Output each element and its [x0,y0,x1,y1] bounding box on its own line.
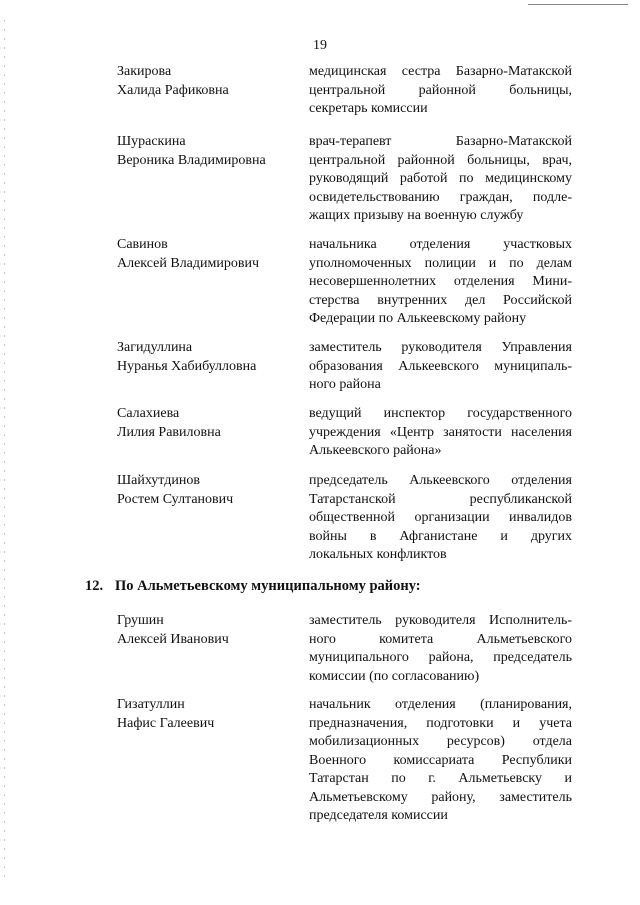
member-role-line: жащих призыву на военную службу [309,208,524,223]
member-name-line: Савинов [117,237,168,252]
member-name-line: Вероника Владимировна [117,152,266,168]
member-name-line: Алексей Иванович [117,631,229,647]
member-role-line: председателя комиссии [309,808,448,823]
member-role-line: Альметьевскому району, заместитель [309,789,572,805]
member-role-line: заместитель руководителя Исполнитель- [309,613,572,628]
member-role-line: стерства внутренних дел Российской [309,292,572,308]
member-role-line: Алькеевского района» [309,443,442,458]
member-role-line: Татарстанской республиканской [309,491,572,507]
top-rule [528,4,628,5]
member-role-line: локальных конфликтов [309,547,447,562]
member-name [117,472,297,509]
member-name [117,133,297,170]
member-name-line: Алексей Владимирович [117,255,260,271]
member-role [309,472,572,565]
member-role [309,405,572,461]
margin-dots [4,20,5,880]
member-role-line: Татарстан по г. Альметьевску и [309,771,572,786]
member-role-line: центральной районной больницы, [309,82,572,98]
member-name-line: Грушин [117,613,164,628]
member-name-line: Нуранья Хабибулловна [117,358,257,374]
section-title: По Альметьевскому муниципальному району: [115,578,421,594]
member-role-line: учреждения «Центр занятости населения [309,424,572,440]
member-role-line: заместитель руководителя Управления [309,340,572,355]
section-heading [85,578,421,595]
member-role [309,696,572,826]
member-name-line: Салахиева [117,406,180,421]
member-role-line: врач-терапевт Базарно-Матакской [309,134,572,149]
member-role-line: комиссии (по согласованию) [309,668,480,684]
member-role-line: председатель Алькеевского отделения [309,473,572,488]
member-name [117,339,297,376]
member-role-line: ного района [309,377,381,392]
member-name-line: Лилия Равиловна [117,424,221,440]
member-role-line: медицинская сестра Базарно-Матакской [309,64,572,79]
member-role-line: начальника отделения участковых [309,237,572,252]
member-role [309,236,572,329]
member-role-line: несовершеннолетних отделения Мини- [309,274,572,289]
member-name-line: Закирова [117,64,172,79]
member-name-line: Халида Рафиковна [117,82,229,98]
member-name [117,612,297,649]
member-role-line: секретарь комиссии [309,101,428,116]
member-name-line: Шайхутдинов [117,473,200,488]
member-role [309,63,572,119]
member-role-line: освидетельствованию граждан, подле- [309,189,572,205]
member-role [309,133,572,226]
member-name-line: Нафис Галеевич [117,715,215,731]
member-role [309,339,572,395]
member-role-line: Военного комиссариата Республики [309,752,572,768]
member-name-line: Ростем Султанович [117,491,234,507]
member-name-line: Загидуллина [117,340,193,355]
member-role-line: войны в Афганистане и других [309,528,572,544]
member-role-line: образования Алькеевского муниципаль- [309,358,572,374]
member-name-line: Шураскина [117,134,186,149]
member-role-line: уполномоченных полиции и по делам [309,255,572,271]
member-role-line: муниципального района, председатель [309,650,572,665]
member-name-line: Гизатуллин [117,697,185,712]
member-role-line: общественной организации инвалидов [309,510,572,525]
member-role-line: Федерации по Алькеевскому району [309,311,527,326]
member-name [117,405,297,442]
member-role-line: предназначения, подготовки и учета [309,715,572,731]
member-role-line: ного комитета Альметьевского [309,631,572,647]
member-role-line: ведущий инспектор государственного [309,406,572,421]
member-role-line: мобилизационных ресурсов) отдела [309,734,572,749]
member-role-line: начальник отделения (планирования, [309,697,572,712]
member-name [117,63,297,100]
member-name [117,696,297,733]
section-number: 12. [85,578,104,594]
member-role-line: руководящий работой по медицинскому [309,171,572,186]
member-role-line: центральной районной больницы, врач, [309,152,572,168]
member-role [309,612,572,686]
page-number: 19 [313,38,327,53]
member-name [117,236,297,273]
